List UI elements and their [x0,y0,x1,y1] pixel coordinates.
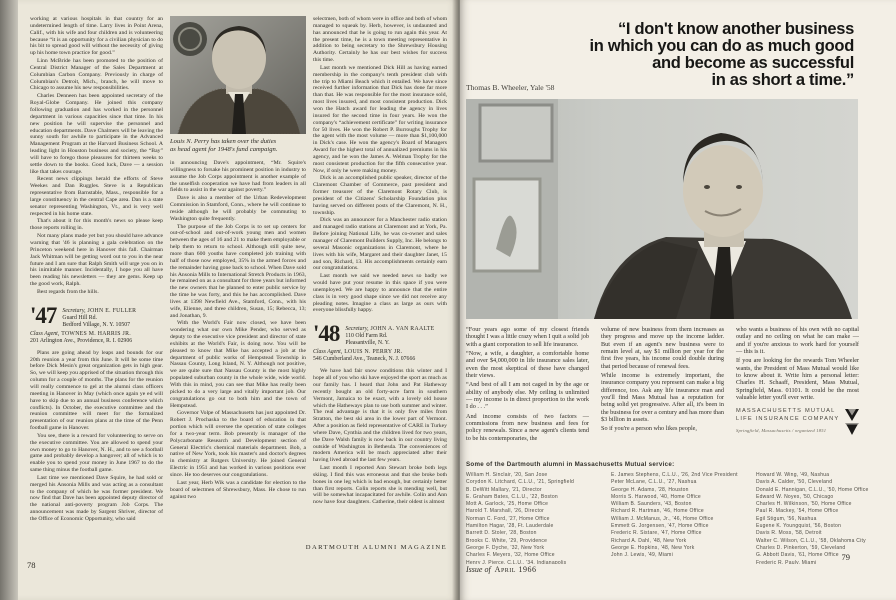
ad-body-columns [466,326,860,462]
company-name [736,408,839,434]
ad-paragraph: “Now, a wife, a daughter, a comfortable home and over $4,000,000 in life insurance sales later, even the most skeptical of these have changed their views. [466,350,589,380]
company-name-line-2: LIFE INSURANCE COMPANY [736,416,840,423]
class-1948-secretary-block [345,323,434,347]
news-paragraph: Best regards from the hills. [37,288,99,295]
alumni-entry: Walter C. Wilson, C.L.U., '58, Oklahoma City [756,537,866,544]
class-news-column-1 [30,16,163,296]
alumni-entry: Richard R. Hartman, '46, Home Office [611,508,704,515]
news-paragraph: Plans are going ahead by leaps and bounds for our 20th reunion a year from this June. It will be some time before Dick Mesin's great organization gets in high gear. So, we will keep you apprised of the situation through this column for a couple of months. The plans for the reunion will really commence to gel at the alumni class officers meeting in Hanover in May (which once again ye ed will have to skip due to an annual business conference which conflicts). In October, the executive committee and the reunion committee will meet for the formalized presentation of our reunion plans at the time of the Penn football game in Hanover. [30,349,163,432]
ad-headline-line: in as short a time.” [711,71,854,89]
news-paragraph: Charles Denneen has been appointed secretary of the Royal-Globe Company. He joined this company following graduation and has worked in the personnel department in various capacities since that time. In his new position he will supervise the personnel and education departments. Dave Chalmers will be leaving the sunny south for awhile to participate in the Advanced Management Program at the Harvard Business School. A leading light in Houston business and society, the “Bay” will have to forego those pleasures for thirteen weeks to settle down to the books. Good luck, Dave — a session like that takes courage. [30,93,163,175]
alumni-entry: Donald E. Hannigan, C.L.U., '50, Home Office [756,486,869,493]
news-paragraph: in announcing Dave's appointment, “Mr. Squire's willingness to forsake his prominent position in industry to assume the Job Corps appointment is another example of the unselfish cooperation we have had from leaders in all fields to assist in the war against poverty.” [170,160,306,194]
alumni-entry: Corydon K. Litchard, C.L.U., '21, Springfield [466,479,575,486]
class-1947-agent-address: 201 Arlington Ave., Providence, R. I. 02906 [30,337,133,344]
page-number-78: 78 [27,560,36,570]
company-name-line-1: MASSACHUSETTS MUTUAL [736,408,836,415]
ad-paragraph: And income consists of two factors — commissions from new business and fees for policy renewals. Since a new agent's clients tend to be his contemporaries, the [466,412,589,442]
issue-date: April 1966 [494,565,537,574]
alumni-entry: Peter McLane, C.L.U., '27, Nashua [611,479,697,486]
alumni-entry: Charles H. Wilkinson, '50, Home Office [756,501,852,508]
binding-edge [0,0,18,600]
alumni-entry: Davis A. Calder, '50, Cleveland [756,479,833,486]
alumni-entry: George E. Hopkins, '48, New York [611,544,695,551]
news-paragraph: That's about it for this month's news so please keep those reports rolling in. [30,218,163,232]
alumni-entry: Howard W. Wing, '49, Nashua [756,472,830,478]
company-signature [736,408,859,435]
ad-body-column-3 [736,326,859,462]
secretary-label: Secretary, [62,307,86,314]
alumni-entry: Barrett D. Stoler, '28, Boston [466,530,537,537]
alumni-entry: E. James Stephens, C.L.U., '26, 2nd Vice President [611,472,738,478]
alumni-entry: Charles D. Pinkerton, '59, Cleveland [756,544,846,551]
alumni-entry: Paul R. Mackey, '54, Home Office [756,508,839,515]
alumni-entry: Morris S. Harwood, '40, Home Office [611,493,701,500]
alumni-entry: Richard A. Dahl, '48, New York [611,537,687,544]
alumni-entry: Hamilton Hagar, '28, Ft. Lauderdale [466,523,554,530]
alumni-entry: Egil Stigum, '56, Nashua [756,515,817,522]
alumni-list-heading: Some of the Dartmouth alumni in Massachusetts Mutual service: [466,461,675,468]
alumni-list [466,472,892,564]
class-agent-label: Class Agent, [30,330,60,337]
news-paragraph: Last month I reported Ann Stewart broke both legs skiing. I find this was erroneous and that she broke both bones in one leg which is bad enough, but certainly better than first reports. Colin reports she is mending well, but will be somewhat incapacitated for awhile. Colin and Ann now have four daughters. Catherine, their oldest is almost [313,465,447,506]
logo-mark-bottom-icon [845,423,859,435]
alumni-entry: B. DeWitt Mallary, '21, Director [466,486,542,493]
left-column-2 [170,16,306,568]
alumni-entry: William J. McManus, Jr., '46, Home Office [611,515,714,522]
news-paragraph: Last month we said we needed news so badly we would have put your resume in this space if you were unemployed. We are happy to announce that the entire class is in very good shape since we did not receive any pleading notes. Imagine a class as large as ours with everyone blissfully happy. [313,273,447,314]
massmutual-logo-icon [845,408,859,435]
class-agent-name: LOUIS N. PERRY JR. [344,349,403,356]
ad-paragraph: “And best of all I am not caged in by the age or ability of anybody else. My ceiling is unlimited — my income is in direct proportion to the work I do . . .” [466,381,589,411]
news-paragraph: You see, there is a reward for volunteering to serve on the executive committee. You are allowed to spend your own money to go to Hanover, N. H., and to see a football game and probably develop a hangover; all of which is to enable you to spend your money in June 1967 to do the same thing minus the football game. [30,432,163,474]
alumni-entry: William H. Sinclair, '20, San Jose [466,472,548,478]
alumni-entry: William B. Saunders, '43, Boston [611,501,692,508]
news-paragraph: With the World's Fair now closed, we have been wondering what our own Mike Pender, who served as deputy to the executive vice president and director of state exhibits at the World's Fair, is doing now. You will be pleased to know that Mike has accepted a job at the department of public works of Hempstead Township in Nassau County, Long Island, N. Y. Although not positive, we are quite sure that Nassau County is the most highly populated suburban county in the whole wide, wide world. With this in mind, you can see that Mike has really been picked to do a very large and vitally important job. Our congratulations go out to both him and the town of Hempstead. [170,320,306,409]
left-column-3 [313,16,447,568]
issue-footer [466,565,536,574]
ad-paragraph: who wants a business of his own with no capital outlay and no ceiling on what he can make — and if you're anxious to work hard for yourself — this is it. [736,326,859,356]
secretary-address-1: 110 Old Farm Rd. [345,333,388,340]
alumni-entry: Norman C. Ford, '27, Home Office [466,515,550,522]
class-news-column-3 [313,16,447,314]
ad-paragraph: volume of new business from them increases as they progress and move up the income ladder. But even if an agent's new business were to remain level at, say $1 million per year for the first five years, his income could double during that period because of renewal fees. [601,326,724,370]
alumni-entry: John J. Lewis, '49, Miami [611,552,673,559]
class-agent-label: Class Agent, [313,349,343,356]
ad-paragraph: While income is extremely important, the insurance company you represent can make a big difference, too. Ask any life insurance man and you'll find Mass Mutual has a reputation for being solid yet progressive. After all, it's been in the business for over a century and has more than $3 billion in assets. [601,372,724,424]
alumni-entry: G. Abbott Davis, '61, Home Office [756,552,839,559]
class-agent-name: TOWNES M. HARRIS JR. [61,330,132,337]
secretary-name: JOHN A. VAN RAALTE [370,326,435,333]
class-1947-header [30,302,163,329]
ad-body-column-1 [466,326,589,462]
alumni-entry: George F. Dyche, '32, New York [466,544,545,551]
class-1947-secretary-block [62,305,136,329]
news-paragraph: selectmen, both of whom were in office and both of whom managed to squeak by. Herb, however, is undaunted and has announced that he is going to run again this year. At the present time, he is a town meeting representative in addition to being secretary to the Shrewsbury Housing Authority. Certainly he has our best wishes for success this time. [313,16,447,64]
photo-caption [170,138,306,154]
alumni-entry: George H. Adams, '28, Houston [611,486,689,493]
photo-caption-line-2: as head agent for 1948's fund campaign. [170,146,278,153]
class-1948-header [313,323,447,347]
page-left [18,0,458,600]
page-number-79: 79 [841,552,850,562]
class-1948-news [313,368,447,506]
news-paragraph: Dick is an accomplished public speaker, director of the Claremont Chamber of Commerce, past president and former treasurer of the Claremont Rotary Club, is president of the Citizens' Scholarship Foundation plus having served on different posts of the Claremont, N. H., township. [313,175,447,216]
news-paragraph: Governor Volpe of Massachusetts has just appointed Dr. Robert J. Prochaska to the board of education in that portion which will oversee the operation of state colleges for a two-year term. Bob presently is manager of the Polycarbonate Research and Development section of General Electric's chemical materials department. Bob, a native of New York, took his master's and doctor's degrees in chemistry at Rutgers University. He joined General Electric in 1951 and has worked in various positions ever since. He too deserves our congratulations. [170,410,306,478]
news-paragraph: Last month we mentioned Dick Hill as having earned membership in the company's tenth president club with the trip to Miami Beach which it entailed. We have since received further information that Dick has done far more than that. He was responsible for the most insurance sold, most lives insured, and most consistent production. Dick won the Hatch award for leading the agency in lives insured for the second time in four years. He won the company's “achievement certificate” for writing insurance for 50 lives. He won the Robert P. Burroughs Trophy for the agent with the most volume — more than $1,100,000 in Dick's case. He won the agency's Board of Managers Award for the highest total of annualized premiums in his agency, and he won the James A. Welman Trophy for the most consistent production for the fifth consecutive year. Now, if only he were making money. [313,64,447,174]
class-1948-agent-line [313,349,447,356]
logo-mark-top-icon [845,409,859,421]
issue-label: Issue of [466,565,491,574]
news-paragraph: working at various hospitals in that country for an undetermined length of time. Larry lives in Point Arena, Calif., with his wife and four children and is volunteering because “it is an opportunity for a civilian physician to do his bit to spread good will without the necessity of giving up his home town practice for good.” [30,16,163,57]
left-column-1 [30,16,163,568]
photo-louis-perry [170,16,306,134]
ad-headline-line: and become as successful [652,54,854,72]
class-year-48: '48 [313,321,340,347]
alumni-list-column-2 [611,472,747,564]
class-year-47: '47 [30,302,57,328]
ad-paragraph: “Four years ago some of my closest friends thought I was a little crazy when I quit a solid job with a giant corporation to sell life insurance. [466,326,589,348]
class-1947-agent-line [30,331,163,338]
ad-body-column-3-text [736,326,859,401]
alumni-entry: Edward W. Noyes, '50, Chicago [756,493,834,500]
news-paragraph: We have had fair snow conditions this winter and I hope all of you who ski have enjoyed the sport as much as our family has. I heard that John and Pat Hatheway recently bought an old forty-acre farm in southern Vermont, Jamaica to be exact, with a lovely old house which the Hatheways plan to use both summer and winter. The real advantage is that it is only five miles from Stratton, the best ski area in the lower part of Vermont. After a position as field representative of CARE in Turkey where Dave, Cynthia and the children lived for two years, the Dave Walsh family is now back in our country living outside of Washington in Bethesda. The conveniences of modern America will be much appreciated after their having lived abroad the last few years. [313,368,447,464]
alumni-entry: Emmett G. Jorgensen, '47, Home Office [611,523,709,530]
company-tagline: Springfield, Massachusetts / organized 1851 [736,427,827,433]
secretary-address-2: Bedford Village, N. Y. 10507 [62,321,131,328]
news-paragraph: The purpose of the Job Corps is to set up centers for out-of-school and out-of-work young men and women between the ages of 16 and 21 to make them employable or help them to return to school. Although still quite new, more than 600 youths have completed job training with half of those now employed, 35% in the armed forces and the remainder having gone back to school. When Dave sold his Ansonia Mills to International Stretch Products in 1963, he remained on as a consultant for three years but informed the new owners that he planned to enter public service by the time he was forty, and this he has accomplished. Dave lives at 1398 Newfield Ave., Stamford, Conn., with his wife, Elienne, and three children, Susan, 15; Rebecca, 13; and Jonathan, 9. [170,223,306,319]
photo-caption-line-1: Louis N. Perry has taken over the duties [170,138,277,145]
ad-paragraph: So if you're a person who likes people, [601,425,697,433]
alumni-entry: Eugene K. Youngquist, '56, Boston [756,523,842,530]
photo-thomas-wheeler [466,99,858,319]
news-paragraph: Not many plans made yet but you should have advance warning that '46 is planning a gala celebration on the Princeton weekend here in Hanover this fall. Chairman Jack Whitman will be getting word out to you in the near future and I am sure that Ralph Smith will urge you on in his inimitable manner. Incidentally, I hope you all have been reading his newsletters — they are gems. Keep up the good work, Ralph. [30,233,163,288]
quote-attribution: Thomas B. Wheeler, Yale '58 [466,83,555,92]
alumni-list-column-3 [756,472,892,564]
alumni-entry: Davis R. Moss, '58, Detroit [756,530,822,537]
ad-body-column-2 [601,326,724,462]
alumni-entry: Henry J. Pierce, C.L.U., '34, Indianapolis [466,559,567,564]
alumni-entry: Brooks C. White, '29, Providence [466,537,548,544]
class-1948-agent-address: 546 Cumberland Ave., Teaneck, N. J. 07666 [313,356,416,363]
news-paragraph: Dave is also a member of the Urban Redevelopment Commission in Stamford, Conn., where he will continue to reside although he will probably be commuting to Washington quite frequently. [170,195,306,222]
alumni-list-column-1 [466,472,602,564]
news-paragraph: Linn McBride has been promoted to the position of Central District Manager of the Sales Department at Columbian Carbon Company. Previously in charge of Columbian's Detroit, Mich., branch, he will move to Chicago to assume his new responsibilities. [30,58,163,92]
magazine-footer: DARTMOUTH ALUMNI MAGAZINE [305,544,447,551]
alumni-entry: Frederic R. Pauly, Miami [756,559,817,564]
secretary-address-1: Guard Hill Rd. [62,314,98,321]
ad-headline-line: in which you can do as much good [589,37,854,55]
alumni-entry: Frederic R. Sistare, '47, Home Office [611,530,702,537]
secretary-address-2: Pleasantville, N. Y. [345,340,390,347]
alumni-entry: Harold T. Marshall, '26, Director [466,508,545,515]
secretary-label: Secretary, [345,326,369,333]
alumni-entry: E. Graham Bates, C.L.U., '22, Boston [466,493,558,500]
page-right-advertisement [460,0,896,600]
ad-headline-quote [514,21,854,89]
news-paragraph: Last year, Herb Wik was a candidate for election to the board of selectmen of Shrewsbury, Mass. He chose to run against two [170,479,306,500]
ad-headline-line: “I don't know another business [617,20,854,38]
class-news-column-2 [170,160,306,500]
alumni-entry: Mott A. Garlock, '25, Home Office [466,501,549,508]
alumni-entry: Charles F. Meyers, '32, Home Office [466,552,555,559]
news-paragraph: Last time we mentioned Dave Squire, he had sold or merged his Ansonia Mills and was acting as a consultant to the company of which he was former president. We now find that Dave has been appointed deputy director of the national anti-poverty program Job Corps. The announcement was made by Sargent Shriver, director of the Office of Economic Opportunity, who said [30,474,163,522]
news-paragraph: Recent news clippings herald the efforts of Steve Weekes and Dan Ruggles. Steve is a Republican representative from Barnstable, Mass., responsible for a large constituency in the central Cape area. Dan is a state senator representing Washington, Vt., and is very well respected in his home state. [30,176,163,217]
secretary-name: JOHN E. FULLER [87,307,137,314]
class-1947-news [30,350,163,523]
news-paragraph: Dick was an announcer for a Manchester radio station and managed radio stations at Claremont and at York, Pa. Before joining National Life, he was co-owner and sales manager of Claremont Builders Supply, Inc. He belongs to several Masonic organizations in Claremont, where he lives with his wife, Margaret and their daughter Janet, 15 and son, Richard, 13. His accomplishments certainly earn our congratulations. [313,217,447,272]
ad-paragraph: If you are looking for the rewards Tom Wheeler wants, the President of Mass Mutual would like to know about it. Write him a personal letter: Charles H. Schaaff, President, Mass Mutual, Springfield, Mass. 01101. It could be the most valuable letter you'll ever write. [736,357,859,402]
